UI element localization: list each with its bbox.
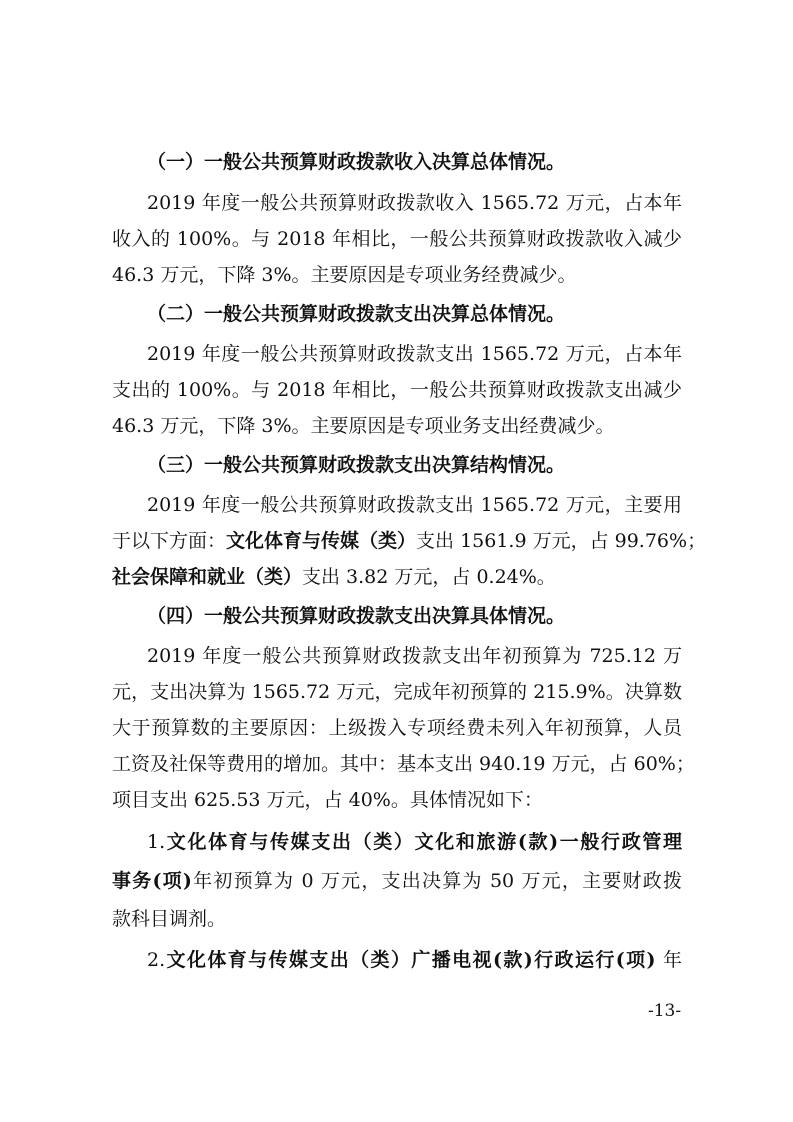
- text-segment: 2.: [147, 949, 166, 971]
- text-segment: 1.: [147, 831, 166, 853]
- text-segment: 于以下方面：: [112, 530, 227, 552]
- text-segment: 年初预算为 0 万元，支出决算为 50 万元，主要财政拨: [191, 870, 682, 892]
- list-item-1: [147, 829, 682, 855]
- paragraph-line: [112, 906, 682, 932]
- paragraph-line: [112, 226, 682, 252]
- bold-text-segment: 社会保障和就业（类）: [112, 566, 303, 588]
- paragraph-line: [147, 492, 682, 518]
- section-heading-2: [147, 301, 682, 327]
- text-segment: 2019 年度一般公共预算财政拨款收入 1565.72 万元，占本年: [147, 192, 682, 214]
- paragraph-line: [112, 868, 682, 894]
- bold-text-segment: 文化体育与传媒支出（类）广播电视(款)行政运行(项): [165, 949, 656, 971]
- paragraph-line: [112, 528, 707, 554]
- text-segment: 2019 年度一般公共预算财政拨款支出 1565.72 万元，主要用: [147, 494, 682, 516]
- text-segment: 46.3 万元，下降 3%。主要原因是专项业务支出经费减少。: [112, 415, 615, 437]
- section-heading-1: [147, 149, 682, 175]
- bold-text-segment: （三）一般公共预算财政拨款支出决算结构情况。: [147, 454, 566, 476]
- page-number: -13-: [648, 1001, 682, 1021]
- paragraph-line: [112, 413, 682, 439]
- paragraph-line: [112, 377, 682, 403]
- bold-text-segment: 文化体育与传媒支出（类）文化和旅游(款)一般行政管理: [165, 831, 682, 853]
- text-segment: 工资及社保等费用的增加。其中：基本支出 940.19 万元，占 60%；: [112, 753, 695, 775]
- text-segment: 收入的 100%。与 2018 年相比，一般公共预算财政拨款收入减少: [112, 228, 682, 250]
- paragraph-line: [147, 643, 682, 669]
- bold-text-segment: （四）一般公共预算财政拨款支出决算具体情况。: [147, 605, 566, 627]
- paragraph-line: [112, 564, 682, 590]
- text-segment: 大于预算数的主要原因：上级拨入专项经费未列入年初预算，人员: [112, 717, 682, 739]
- bold-text-segment: 文化体育与传媒（类）: [226, 530, 417, 552]
- text-segment: 46.3 万元，下降 3%。主要原因是专项业务经费减少。: [112, 264, 577, 286]
- paragraph-line: [112, 715, 682, 741]
- bold-text-segment: 事务(项): [112, 870, 192, 892]
- text-segment: 支出的 100%。与 2018 年相比，一般公共预算财政拨款支出减少: [112, 379, 682, 401]
- paragraph-line: [147, 190, 682, 216]
- text-segment: 年: [655, 949, 682, 971]
- text-segment: 支出 1561.9 万元，占 99.76%；: [416, 530, 707, 552]
- text-segment: 2019 年度一般公共预算财政拨款支出 1565.72 万元，占本年: [147, 343, 682, 365]
- paragraph-line: [112, 262, 682, 288]
- text-segment: 元，支出决算为 1565.72 万元，完成年初预算的 215.9%。决算数: [112, 681, 682, 703]
- section-heading-3: [147, 452, 682, 478]
- paragraph-line: [112, 787, 682, 813]
- list-item-2: [147, 947, 682, 973]
- text-segment: 款科目调剂。: [112, 908, 227, 930]
- bold-text-segment: （二）一般公共预算财政拨款支出决算总体情况。: [147, 303, 566, 325]
- text-segment: 项目支出 625.53 万元，占 40%。具体情况如下：: [112, 789, 543, 811]
- text-segment: 2019 年度一般公共预算财政拨款支出年初预算为 725.12 万: [147, 645, 682, 667]
- bold-text-segment: （一）一般公共预算财政拨款收入决算总体情况。: [147, 151, 566, 173]
- section-heading-4: [147, 603, 682, 629]
- paragraph-line: [112, 679, 682, 705]
- paragraph-line: [147, 341, 682, 367]
- text-segment: 支出 3.82 万元，占 0.24%。: [302, 566, 556, 588]
- paragraph-line: [112, 751, 695, 777]
